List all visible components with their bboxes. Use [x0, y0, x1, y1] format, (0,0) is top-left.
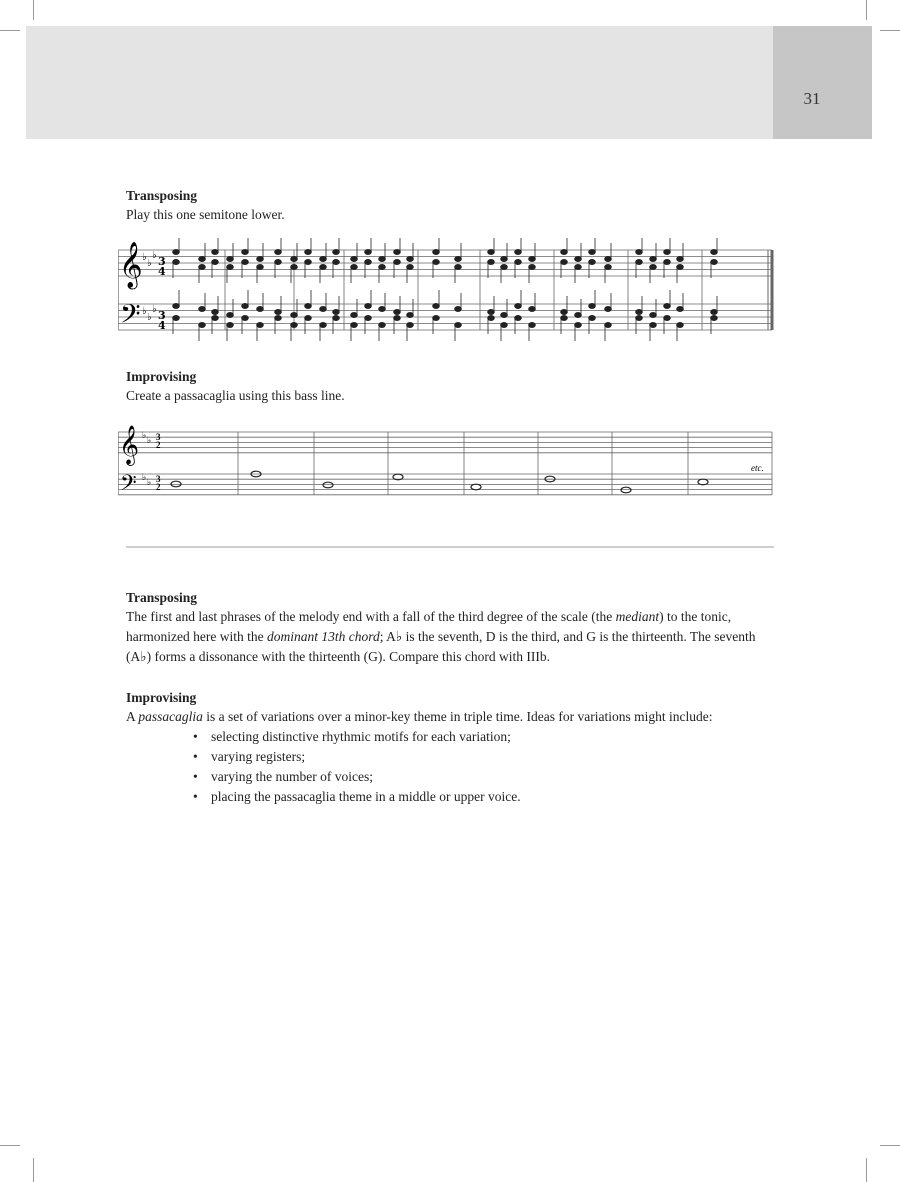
note-head — [589, 260, 596, 265]
note-head — [515, 304, 522, 309]
note-head — [275, 316, 282, 321]
note-improvising — [126, 688, 776, 807]
note-head — [227, 257, 234, 262]
svg-text:♭: ♭ — [152, 250, 157, 261]
note-head — [455, 265, 462, 270]
note-head — [320, 323, 327, 328]
note-head — [561, 310, 568, 315]
note-head — [501, 265, 508, 270]
note-head — [433, 260, 440, 265]
list-item: • varying registers; — [193, 747, 776, 767]
note-head — [212, 310, 219, 315]
note-head — [305, 250, 312, 255]
note-head — [589, 304, 596, 309]
svg-text:♭: ♭ — [147, 435, 152, 445]
score-transposing — [118, 238, 778, 354]
note-head — [515, 260, 522, 265]
crop-mark — [880, 30, 900, 31]
note-head — [636, 310, 643, 315]
svg-text:♭: ♭ — [147, 477, 152, 487]
svg-text:♭: ♭ — [147, 258, 152, 269]
note-head — [407, 313, 414, 318]
page-number: 31 — [803, 89, 821, 108]
note-head — [365, 250, 372, 255]
note-head — [320, 257, 327, 262]
score-improvising — [118, 424, 778, 504]
svg-text:♭: ♭ — [142, 252, 147, 263]
note-head — [711, 260, 718, 265]
note-head — [488, 260, 495, 265]
svg-text:4: 4 — [158, 265, 166, 278]
note-head — [698, 479, 708, 485]
crop-mark — [866, 0, 867, 20]
note-head — [677, 307, 684, 312]
note-head — [589, 250, 596, 255]
note-head — [199, 323, 206, 328]
note-head — [433, 250, 440, 255]
note-head — [351, 323, 358, 328]
note-head — [291, 313, 298, 318]
note-head — [488, 250, 495, 255]
note-head — [529, 307, 536, 312]
note-head — [379, 265, 386, 270]
note-head — [677, 323, 684, 328]
note-head — [515, 250, 522, 255]
note-head — [351, 257, 358, 262]
crop-mark — [880, 1145, 900, 1146]
note-head — [575, 313, 582, 318]
exercise-instruction: Play this one semitone lower. — [126, 207, 285, 222]
note-paragraph: A passacaglia is a set of variations over a minor-key theme in triple time. Ideas for variations might include: — [126, 709, 713, 724]
note-head — [515, 316, 522, 321]
note-head — [407, 323, 414, 328]
exercise-heading: Transposing — [126, 188, 198, 203]
note-head — [711, 316, 718, 321]
note-head — [488, 316, 495, 321]
note-head — [333, 316, 340, 321]
bass-clef-icon: 𝄢 — [120, 471, 137, 501]
note-head — [323, 482, 333, 488]
note-head — [242, 250, 249, 255]
note-head — [275, 260, 282, 265]
note-head — [394, 316, 401, 321]
note-head — [711, 250, 718, 255]
note-head — [173, 260, 180, 265]
note-head — [636, 260, 643, 265]
note-head — [394, 260, 401, 265]
note-head — [212, 250, 219, 255]
svg-text:2: 2 — [156, 440, 161, 450]
list-item: • placing the passacaglia theme in a middle or upper voice. — [193, 787, 776, 807]
note-head — [320, 307, 327, 312]
note-head — [275, 250, 282, 255]
exercise-instruction: Create a passacaglia using this bass line. — [126, 388, 345, 403]
note-head — [471, 484, 481, 490]
note-head — [605, 323, 612, 328]
note-head — [650, 265, 657, 270]
note-head — [227, 265, 234, 270]
note-head — [501, 323, 508, 328]
note-head — [212, 316, 219, 321]
note-heading: Improvising — [126, 690, 197, 705]
note-head — [664, 250, 671, 255]
note-head — [305, 260, 312, 265]
svg-text:♭: ♭ — [142, 430, 147, 440]
etc-label: etc. — [751, 463, 764, 473]
note-head — [636, 250, 643, 255]
note-heading: Transposing — [126, 590, 198, 605]
note-head — [664, 304, 671, 309]
note-head — [242, 304, 249, 309]
note-head — [199, 265, 206, 270]
svg-text:♭: ♭ — [147, 312, 152, 323]
note-head — [636, 316, 643, 321]
bass-clef-icon: 𝄢 — [120, 298, 141, 336]
crop-mark — [0, 1145, 20, 1146]
crop-mark — [33, 1158, 34, 1182]
note-head — [305, 316, 312, 321]
svg-text:3: 3 — [156, 432, 161, 442]
note-head — [242, 316, 249, 321]
note-head — [257, 265, 264, 270]
ideas-list — [126, 727, 776, 807]
note-head — [605, 307, 612, 312]
note-head — [575, 265, 582, 270]
svg-text:♭: ♭ — [152, 304, 157, 315]
note-head — [433, 304, 440, 309]
note-head — [529, 323, 536, 328]
note-head — [275, 310, 282, 315]
note-head — [333, 260, 340, 265]
note-head — [365, 260, 372, 265]
note-head — [379, 307, 386, 312]
note-head — [575, 257, 582, 262]
note-transposing — [126, 588, 776, 667]
note-head — [561, 260, 568, 265]
crop-mark — [33, 0, 34, 20]
exercise-transposing — [126, 186, 776, 225]
note-head — [291, 323, 298, 328]
note-head — [257, 307, 264, 312]
exercise-improvising — [126, 367, 776, 406]
note-head — [379, 323, 386, 328]
header-band — [26, 26, 773, 139]
note-head — [561, 316, 568, 321]
note-head — [529, 257, 536, 262]
note-head — [650, 257, 657, 262]
note-head — [433, 316, 440, 321]
page-number-tab — [773, 26, 872, 139]
note-head — [650, 313, 657, 318]
note-head — [455, 257, 462, 262]
note-head — [227, 313, 234, 318]
exercise-heading: Improvising — [126, 369, 197, 384]
svg-text:3: 3 — [158, 255, 166, 268]
note-head — [365, 316, 372, 321]
note-head — [173, 250, 180, 255]
note-head — [320, 265, 327, 270]
note-head — [291, 257, 298, 262]
note-head — [501, 313, 508, 318]
crop-mark — [866, 1158, 867, 1182]
note-head — [455, 323, 462, 328]
note-head — [173, 316, 180, 321]
treble-clef-icon: 𝄞 — [119, 425, 140, 465]
note-head — [305, 304, 312, 309]
note-head — [677, 265, 684, 270]
treble-clef-icon: 𝄞 — [119, 242, 143, 288]
note-head — [605, 265, 612, 270]
note-head — [605, 257, 612, 262]
note-paragraph: The first and last phrases of the melody end with a fall of the third degree of the scale (the mediant) to the tonic, harmonized here with the dominant 13th chord; A♭ is the seventh, D is the third, and G is the thirteenth. The seventh (A♭) forms a dissonance with the thirteenth (G). Compare this chord with IIIb. — [126, 609, 756, 664]
note-head — [664, 316, 671, 321]
list-item: • selecting distinctive rhythmic motifs for each variation; — [193, 727, 776, 747]
note-head — [199, 257, 206, 262]
note-head — [407, 265, 414, 270]
svg-text:3: 3 — [158, 309, 166, 322]
note-head — [711, 310, 718, 315]
note-head — [575, 323, 582, 328]
note-head — [291, 265, 298, 270]
note-head — [650, 323, 657, 328]
note-head — [407, 257, 414, 262]
svg-text:2: 2 — [156, 482, 161, 492]
note-head — [351, 313, 358, 318]
note-head — [173, 304, 180, 309]
list-item: • varying the number of voices; — [193, 767, 776, 787]
note-head — [488, 310, 495, 315]
svg-text:4: 4 — [158, 319, 166, 332]
note-head — [199, 307, 206, 312]
note-head — [257, 257, 264, 262]
note-head — [257, 323, 264, 328]
note-head — [455, 307, 462, 312]
note-head — [365, 304, 372, 309]
note-head — [394, 310, 401, 315]
note-head — [227, 323, 234, 328]
note-head — [333, 250, 340, 255]
note-head — [677, 257, 684, 262]
note-head — [561, 250, 568, 255]
svg-text:♭: ♭ — [142, 472, 147, 482]
svg-text:♭: ♭ — [142, 306, 147, 317]
note-head — [242, 260, 249, 265]
section-divider — [126, 546, 774, 548]
note-head — [394, 250, 401, 255]
note-head — [529, 265, 536, 270]
note-head — [379, 257, 386, 262]
svg-text:3: 3 — [156, 474, 161, 484]
note-head — [351, 265, 358, 270]
note-head — [501, 257, 508, 262]
note-head — [212, 260, 219, 265]
note-head — [589, 316, 596, 321]
note-head — [664, 260, 671, 265]
crop-mark — [0, 30, 20, 31]
note-head — [333, 310, 340, 315]
